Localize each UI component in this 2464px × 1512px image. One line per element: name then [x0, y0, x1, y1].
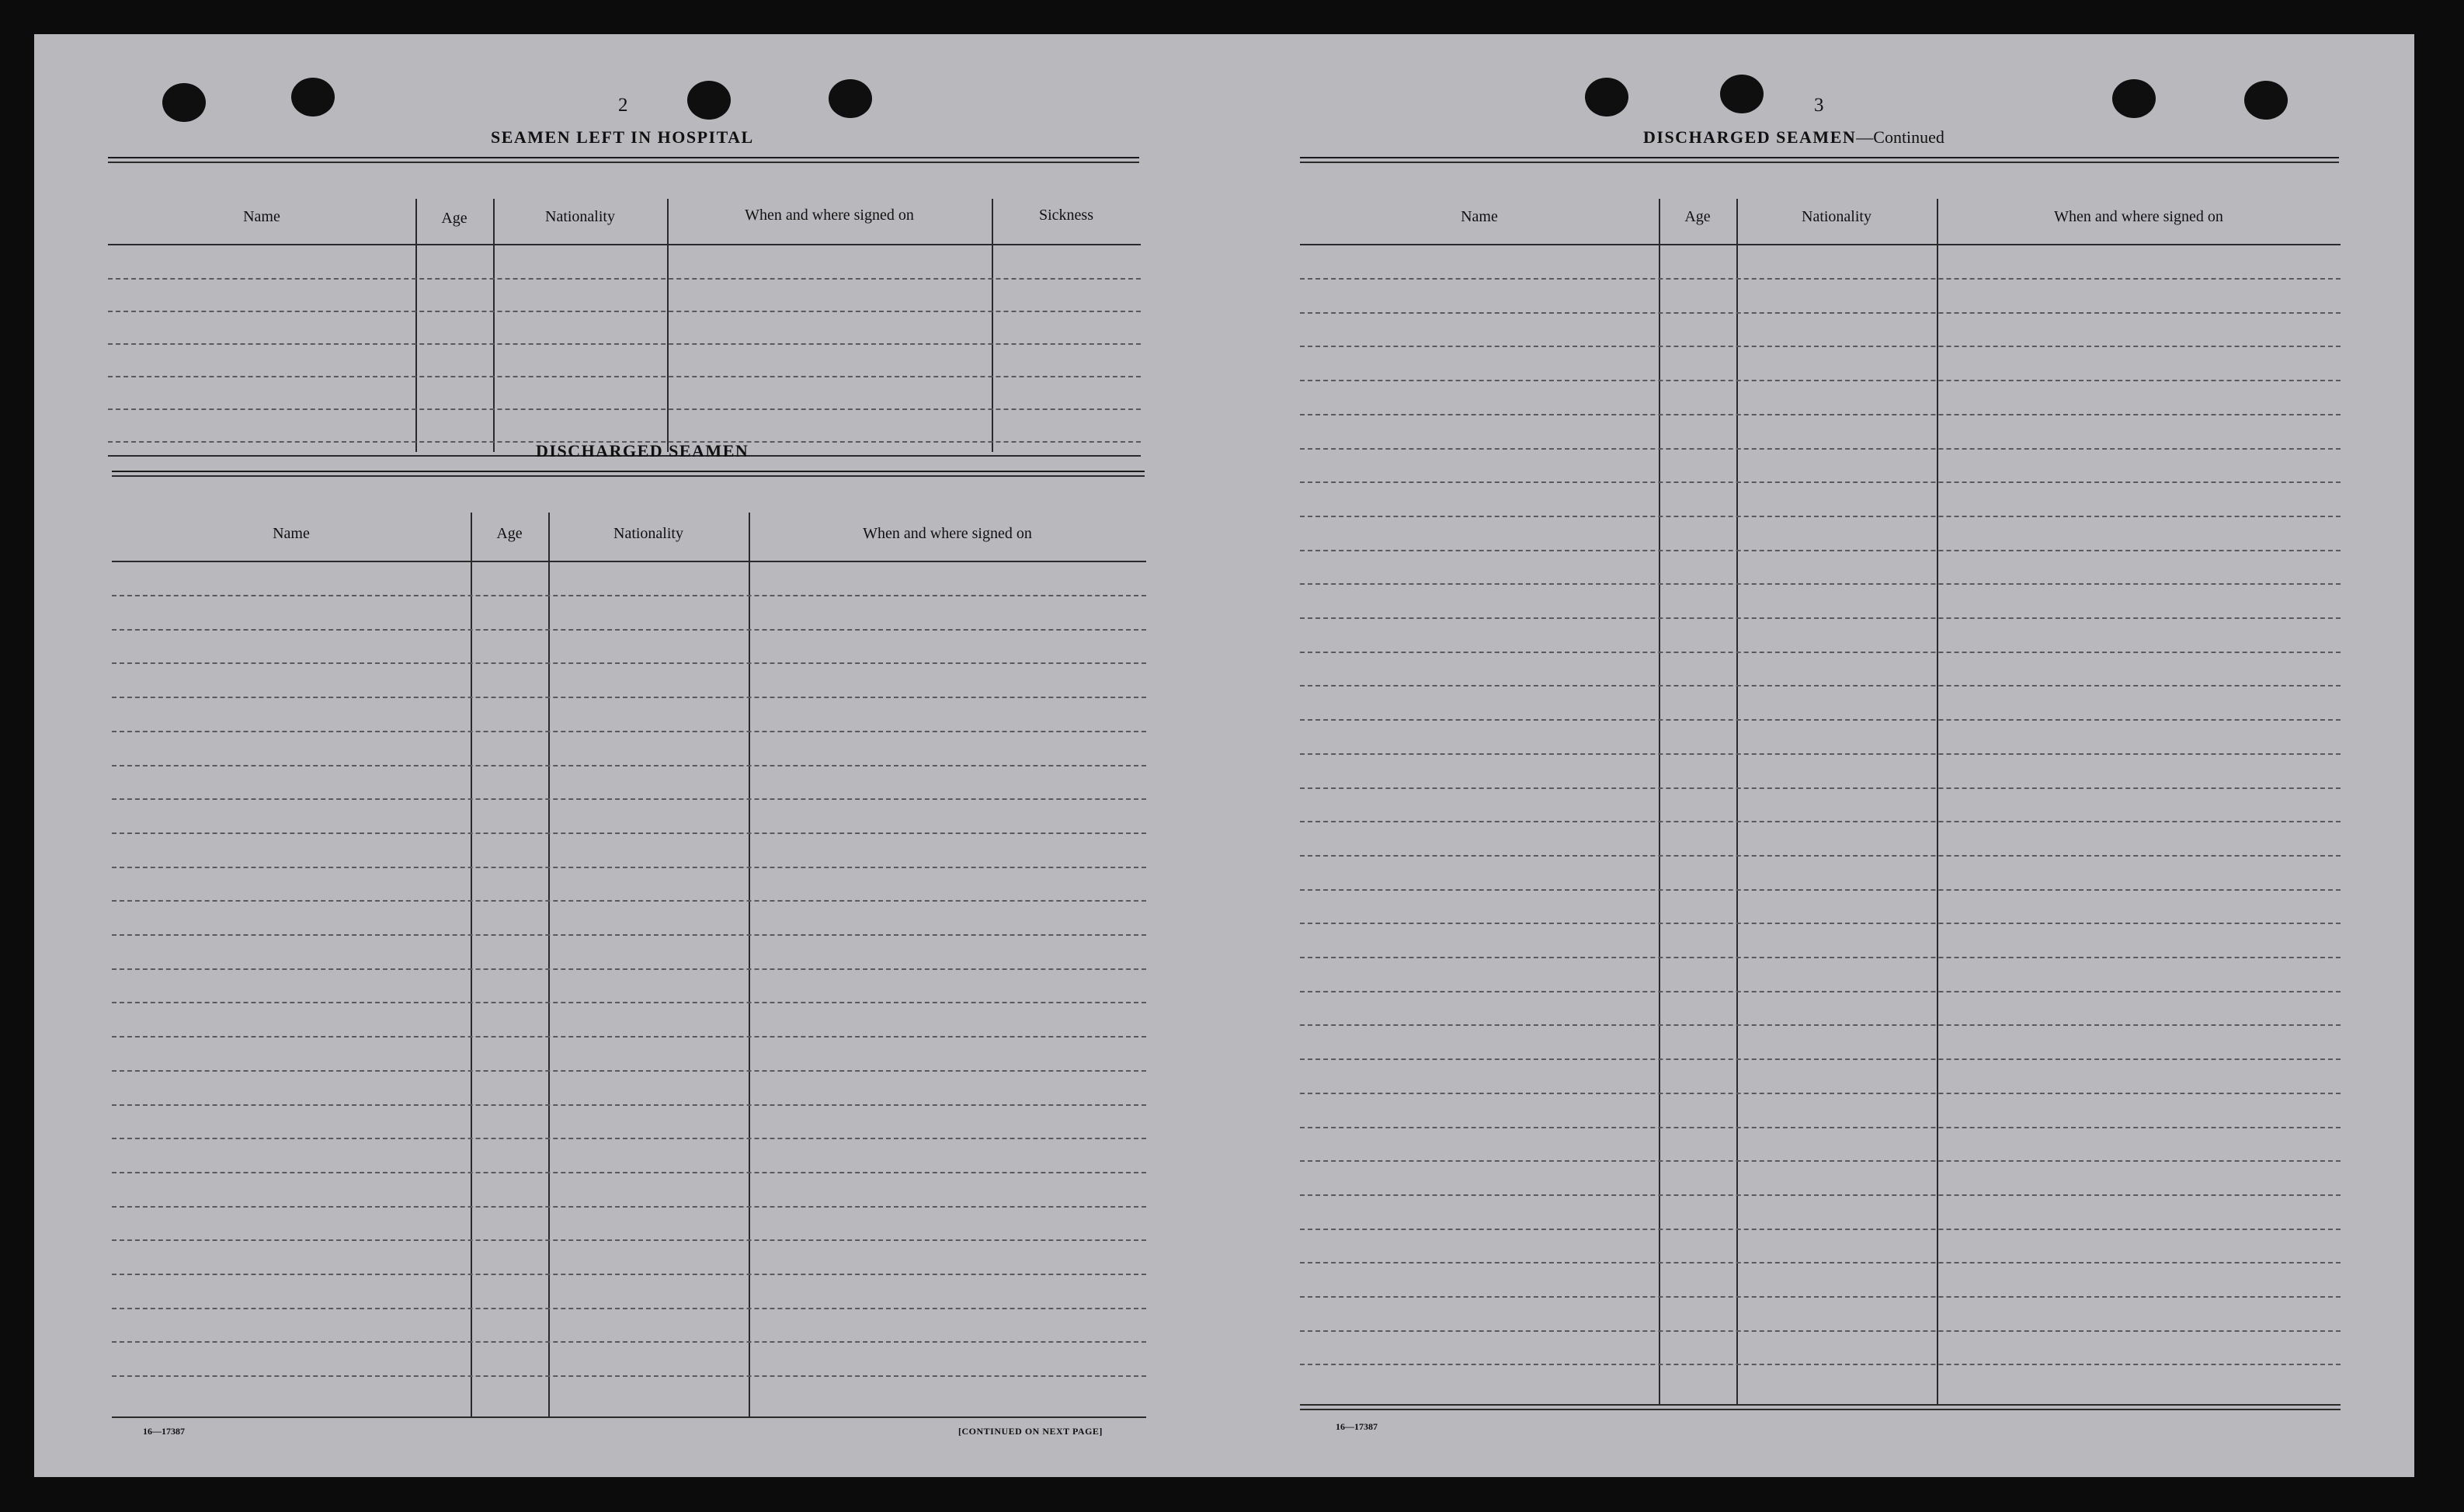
document-sheet [34, 34, 2414, 1477]
discharged-table-right [1300, 157, 2341, 1410]
table-row [108, 408, 1141, 410]
column-header-age: Age [496, 525, 523, 542]
table-row [1300, 1262, 2341, 1263]
table-row [1300, 787, 2341, 789]
punch-hole [687, 81, 731, 120]
column-header-name: Name [273, 525, 310, 542]
table-row [108, 376, 1141, 377]
table-row [1300, 1058, 2341, 1060]
continued-note: [CONTINUED ON NEXT PAGE] [958, 1426, 1103, 1437]
table-row [1300, 652, 2341, 653]
table-row [1300, 380, 2341, 381]
table-row [108, 311, 1141, 312]
table-row [1300, 516, 2341, 517]
table-row [1300, 414, 2341, 415]
table-row [112, 1341, 1146, 1343]
hospital-table [108, 157, 1141, 460]
table-row [112, 1308, 1146, 1309]
table-row [112, 765, 1146, 766]
column-header-age: Age [441, 210, 467, 227]
table-row [1300, 991, 2341, 992]
punch-hole [829, 79, 872, 118]
table-row [1300, 1194, 2341, 1196]
hospital-section-title: SEAMEN LEFT IN HOSPITAL [491, 127, 754, 147]
table-row [108, 278, 1141, 280]
table-row [112, 1104, 1146, 1106]
table-row [112, 629, 1146, 631]
table-row [112, 662, 1146, 664]
table-row [1300, 481, 2341, 483]
table-row [112, 798, 1146, 800]
table-row [1300, 957, 2341, 958]
discharged-table-left [112, 471, 1146, 1424]
table-row [112, 697, 1146, 698]
table-row [112, 1138, 1146, 1139]
table-row [1300, 278, 2341, 280]
column-header-name: Name [1461, 208, 1498, 225]
table-row [1300, 448, 2341, 450]
table-row [1300, 550, 2341, 551]
table-row [1300, 1093, 2341, 1094]
table-row [1300, 923, 2341, 924]
table-row [1300, 583, 2341, 585]
form-number: 16—17387 [143, 1426, 185, 1437]
punch-hole [1585, 78, 1628, 116]
column-header-name: Name [243, 208, 280, 225]
table-row [112, 1239, 1146, 1241]
page-number: 2 [618, 95, 628, 116]
column-header-when-where: When and where signed on [863, 525, 1032, 542]
section-title-suffix: —Continued [1856, 127, 1944, 147]
table-row [112, 934, 1146, 936]
page-number: 3 [1814, 95, 1824, 116]
punch-hole [162, 83, 206, 122]
table-row [1300, 753, 2341, 755]
table-row [1300, 1330, 2341, 1332]
table-row [1300, 889, 2341, 891]
column-header-nationality: Nationality [545, 208, 615, 225]
section-title-text: DISCHARGED SEAMEN [1643, 127, 1857, 147]
table-row [1300, 346, 2341, 347]
table-row [1300, 821, 2341, 822]
table-row [112, 1036, 1146, 1038]
table-row [112, 867, 1146, 868]
column-header-sickness: Sickness [1039, 207, 1093, 224]
table-row [112, 1206, 1146, 1208]
table-row [1300, 1364, 2341, 1365]
form-number: 16—17387 [1336, 1421, 1378, 1432]
table-row [112, 595, 1146, 596]
table-row [1300, 1127, 2341, 1128]
table-row [1300, 1160, 2341, 1162]
table-row [1300, 855, 2341, 857]
column-header-when-where: When and where signed on [2054, 208, 2223, 225]
column-header-nationality: Nationality [1802, 208, 1871, 225]
table-row [1300, 1024, 2341, 1026]
table-row [112, 1070, 1146, 1072]
table-row [112, 900, 1146, 902]
table-row [1300, 1229, 2341, 1230]
column-header-when-where: When and where signed on [745, 207, 914, 224]
punch-hole [2112, 79, 2156, 118]
table-row [112, 731, 1146, 732]
table-row [1300, 1296, 2341, 1298]
table-row [112, 1002, 1146, 1003]
table-row [1300, 617, 2341, 619]
table-row [1300, 312, 2341, 314]
table-row [1300, 685, 2341, 686]
punch-hole [2244, 81, 2288, 120]
table-row [112, 1375, 1146, 1377]
table-row [112, 1172, 1146, 1173]
table-row [1300, 719, 2341, 721]
table-row [112, 1274, 1146, 1275]
column-header-nationality: Nationality [613, 525, 683, 542]
table-row [108, 343, 1141, 345]
punch-hole [1720, 75, 1764, 113]
discharged-continued-title [1643, 127, 1944, 148]
table-row [112, 968, 1146, 970]
table-row [112, 832, 1146, 834]
punch-hole [291, 78, 335, 116]
discharged-section-title: DISCHARGED SEAMEN [536, 441, 749, 461]
column-header-age: Age [1684, 208, 1711, 225]
